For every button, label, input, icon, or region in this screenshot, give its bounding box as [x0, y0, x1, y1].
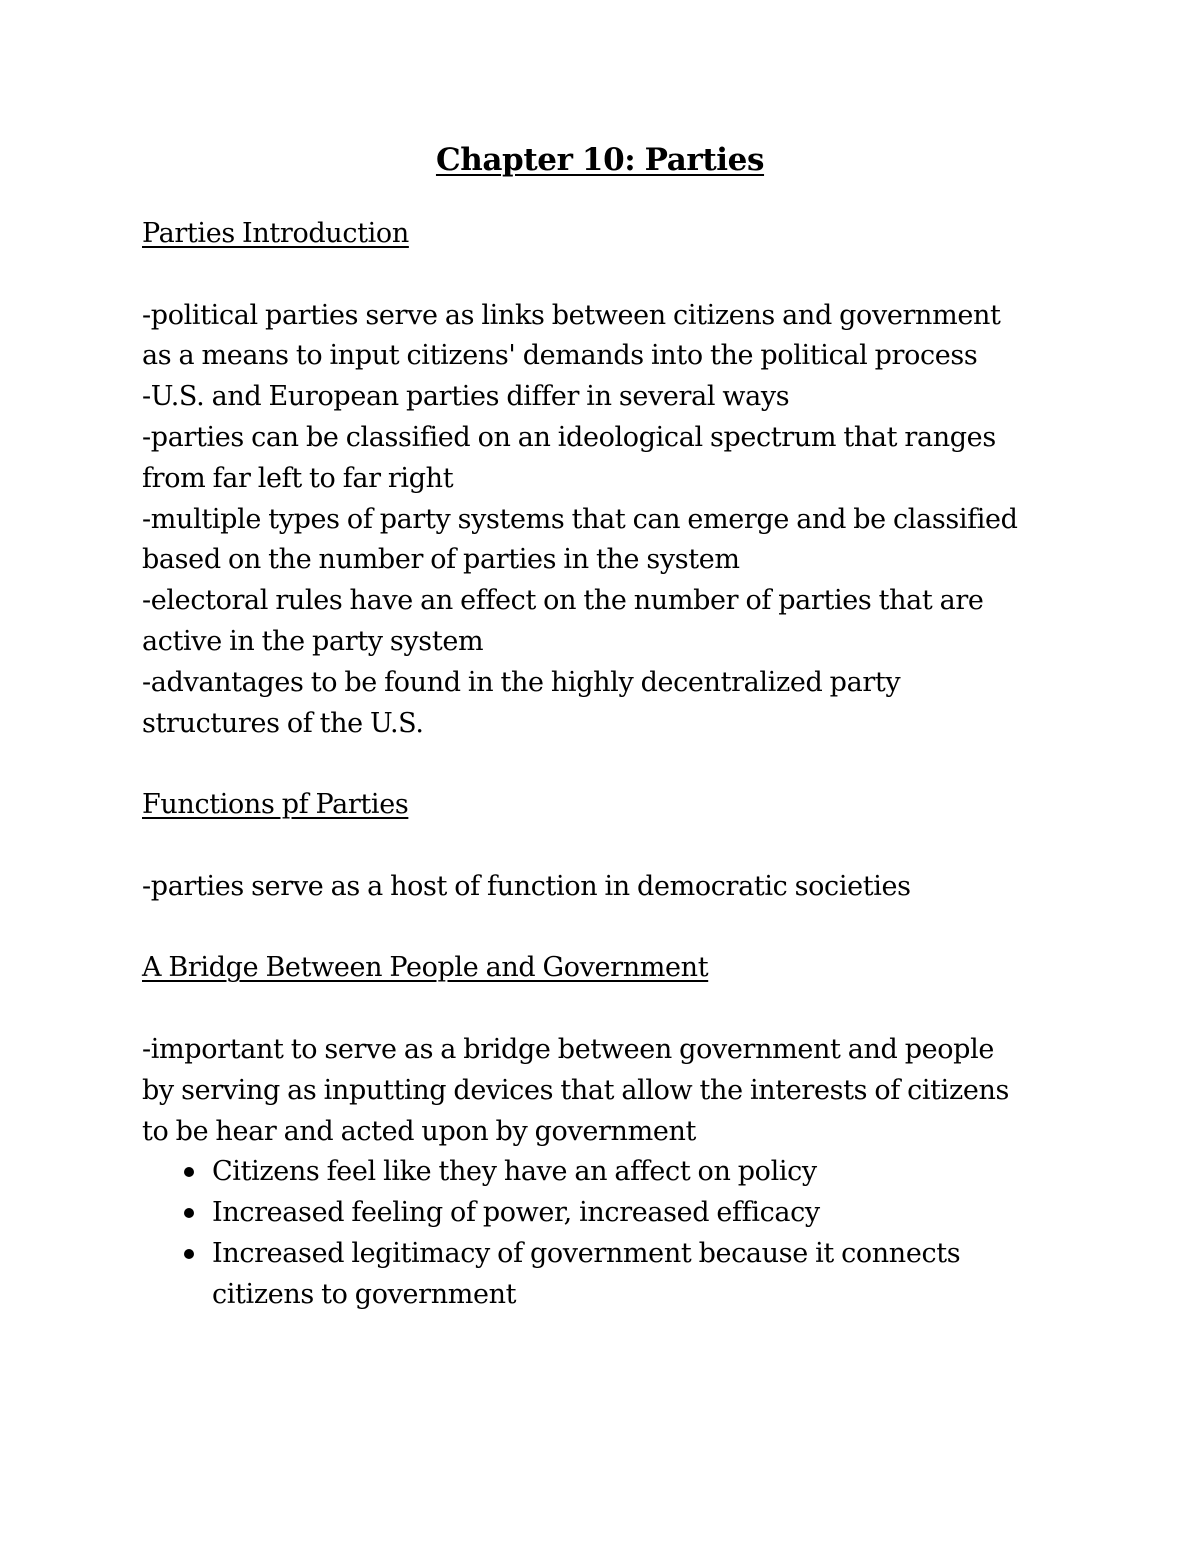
- bullet-text: Increased legitimacy of government because it connects: [212, 1237, 961, 1269]
- spacer: [142, 744, 1062, 785]
- section-body-functions-of-parties: [142, 867, 1062, 908]
- text-line: from far left to far right: [142, 462, 454, 494]
- bullet-continuation: [212, 1275, 1062, 1316]
- document-page: [142, 138, 1062, 1316]
- section-body-parties-introduction: [142, 296, 1062, 745]
- text-line: active in the party system: [142, 625, 484, 657]
- bullet-text: Increased feeling of power, increased efficacy: [212, 1197, 820, 1229]
- text-line: -U.S. and European parties differ in several ways: [142, 381, 790, 413]
- text-line: to be hear and acted upon by government: [142, 1115, 697, 1147]
- section-heading-parties-introduction: Parties Introduction: [142, 218, 409, 249]
- text-line: -multiple types of party systems that can emerge and be classified: [142, 503, 1018, 535]
- text-line: -political parties serve as links between citizens and government: [142, 299, 1001, 331]
- section-body-bridge: [142, 1030, 1062, 1316]
- text-line: -parties can be classified on an ideological spectrum that ranges: [142, 421, 996, 453]
- text-line: -electoral rules have an effect on the number of parties that are: [142, 585, 984, 617]
- spacer: [142, 826, 1062, 867]
- bullet-icon: [184, 1167, 194, 1177]
- bullet-item: [212, 1152, 1062, 1193]
- bullet-list: [142, 1152, 1062, 1315]
- spacer: [142, 989, 1062, 1030]
- bullet-icon: [184, 1208, 194, 1218]
- text-line: based on the number of parties in the system: [142, 544, 740, 576]
- bullet-item: [212, 1193, 1062, 1234]
- section-heading-bridge: A Bridge Between People and Government: [142, 952, 709, 984]
- text-line: as a means to input citizens' demands into the political process: [142, 340, 978, 372]
- spacer: [142, 255, 1062, 296]
- bullet-icon: [184, 1249, 194, 1259]
- spacer: [142, 908, 1062, 949]
- text-line: structures of the U.S.: [142, 707, 424, 739]
- text-line: by serving as inputting devices that allow the interests of citizens: [142, 1074, 1010, 1106]
- text-line: -advantages to be found in the highly decentralized party: [142, 666, 901, 698]
- bullet-text: citizens to government: [212, 1278, 517, 1310]
- bullet-item: [212, 1234, 1062, 1275]
- bullet-text: Citizens feel like they have an affect on policy: [212, 1156, 817, 1188]
- section-heading-functions-of-parties: Functions pf Parties: [142, 789, 409, 821]
- document-title: Chapter 10: Parties: [435, 142, 765, 178]
- text-line: -parties serve as a host of function in democratic societies: [142, 870, 911, 902]
- text-line: -important to serve as a bridge between government and people: [142, 1033, 995, 1065]
